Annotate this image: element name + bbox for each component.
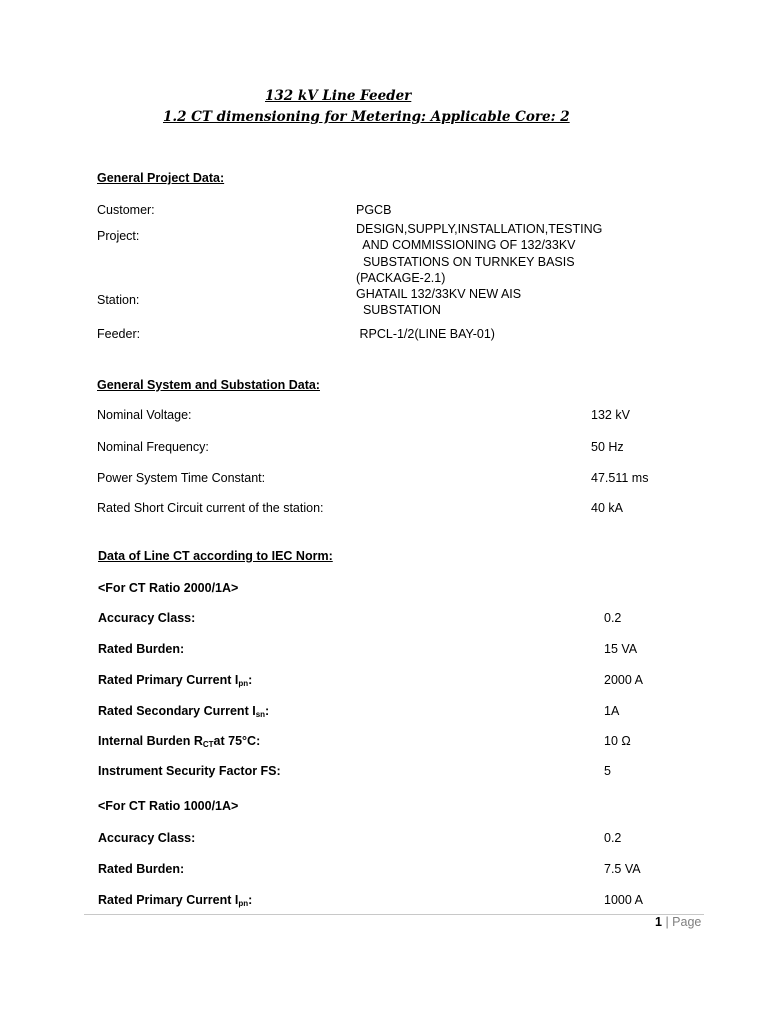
nominal-frequency-label: Nominal Frequency: xyxy=(97,440,209,454)
rated-primary-current-2-label-colon: : xyxy=(248,893,253,907)
rated-burden-2-value: 7.5 VA xyxy=(604,862,641,876)
rated-primary-current-2-value: 1000 A xyxy=(604,893,643,907)
internal-burden-label-tail: at 75°C: xyxy=(213,734,261,748)
time-constant-label: Power System Time Constant: xyxy=(97,471,266,485)
customer-label: Customer: xyxy=(97,203,155,217)
station-value-line1: GHATAIL 132/33KV NEW AIS xyxy=(356,287,522,301)
project-value-line4: (PACKAGE-2.1) xyxy=(356,271,446,285)
general-project-heading: General Project Data: xyxy=(97,171,225,185)
short-circuit-label: Rated Short Circuit current of the station: xyxy=(97,501,324,515)
accuracy-class-label: Accuracy Class: xyxy=(98,611,196,625)
rated-primary-current-label xyxy=(98,673,252,688)
rated-burden-value: 15 VA xyxy=(604,642,638,656)
security-factor-value: 5 xyxy=(604,764,611,778)
rated-secondary-current-label-colon: : xyxy=(265,704,270,718)
nominal-voltage-value: 132 kV xyxy=(591,408,630,422)
rated-primary-current-subscript: pn xyxy=(238,679,249,688)
nominal-voltage-label: Nominal Voltage: xyxy=(97,408,192,422)
page-footer xyxy=(655,915,701,929)
line-ct-heading: Data of Line CT according to IEC Norm: xyxy=(98,549,333,563)
feeder-label: Feeder: xyxy=(97,327,141,341)
rated-secondary-current-value: 1A xyxy=(604,704,620,718)
internal-burden-label xyxy=(98,734,260,749)
internal-burden-label-text: Internal Burden R xyxy=(98,734,203,748)
short-circuit-value: 40 kA xyxy=(591,501,623,515)
internal-burden-value: 10 Ω xyxy=(604,734,631,748)
footer-divider xyxy=(84,914,704,915)
page-separator: | xyxy=(665,915,669,929)
rated-secondary-current-label-text: Rated Secondary Current I xyxy=(98,704,256,718)
rated-secondary-current-subscript: sn xyxy=(255,710,266,719)
time-constant-value: 47.511 ms xyxy=(591,471,649,485)
system-data-heading: General System and Substation Data: xyxy=(97,378,320,392)
rated-burden-2-label: Rated Burden: xyxy=(98,862,185,876)
accuracy-class-value: 0.2 xyxy=(604,611,622,625)
rated-primary-current-label-colon: : xyxy=(248,673,253,687)
rated-primary-current-2-label-text: Rated Primary Current I xyxy=(98,893,239,907)
ct-ratio-1000-heading: <For CT Ratio 1000/1A> xyxy=(98,799,239,813)
rated-secondary-current-label xyxy=(98,704,269,719)
project-label: Project: xyxy=(97,229,140,243)
internal-burden-subscript: CT xyxy=(202,740,214,749)
document-title-line1: 132 kV Line Feeder xyxy=(265,88,412,104)
rated-primary-current-2-label xyxy=(98,893,252,908)
station-value-line2: SUBSTATION xyxy=(356,303,441,317)
accuracy-class-2-value: 0.2 xyxy=(604,831,622,845)
project-value-line3: SUBSTATIONS ON TURNKEY BASIS xyxy=(356,255,575,269)
accuracy-class-2-label: Accuracy Class: xyxy=(98,831,196,845)
page-number: 1 xyxy=(655,915,662,929)
rated-primary-current-label-text: Rated Primary Current I xyxy=(98,673,239,687)
document-title-line2: 1.2 CT dimensioning for Metering: Applicable Core: 2 xyxy=(163,109,570,125)
station-label: Station: xyxy=(97,293,140,307)
security-factor-label: Instrument Security Factor FS: xyxy=(98,764,281,778)
feeder-value: RPCL-1/2(LINE BAY-01) xyxy=(356,327,495,341)
ct-ratio-2000-heading: <For CT Ratio 2000/1A> xyxy=(98,581,239,595)
nominal-frequency-value: 50 Hz xyxy=(591,440,624,454)
rated-primary-current-value: 2000 A xyxy=(604,673,643,687)
project-value-line2: AND COMMISSIONING OF 132/33KV xyxy=(356,238,576,252)
customer-value: PGCB xyxy=(356,203,392,217)
project-value-line1: DESIGN,SUPPLY,INSTALLATION,TESTING xyxy=(356,222,603,236)
page-label: Page xyxy=(672,915,702,929)
rated-primary-current-2-subscript: pn xyxy=(238,899,249,908)
rated-burden-label: Rated Burden: xyxy=(98,642,185,656)
